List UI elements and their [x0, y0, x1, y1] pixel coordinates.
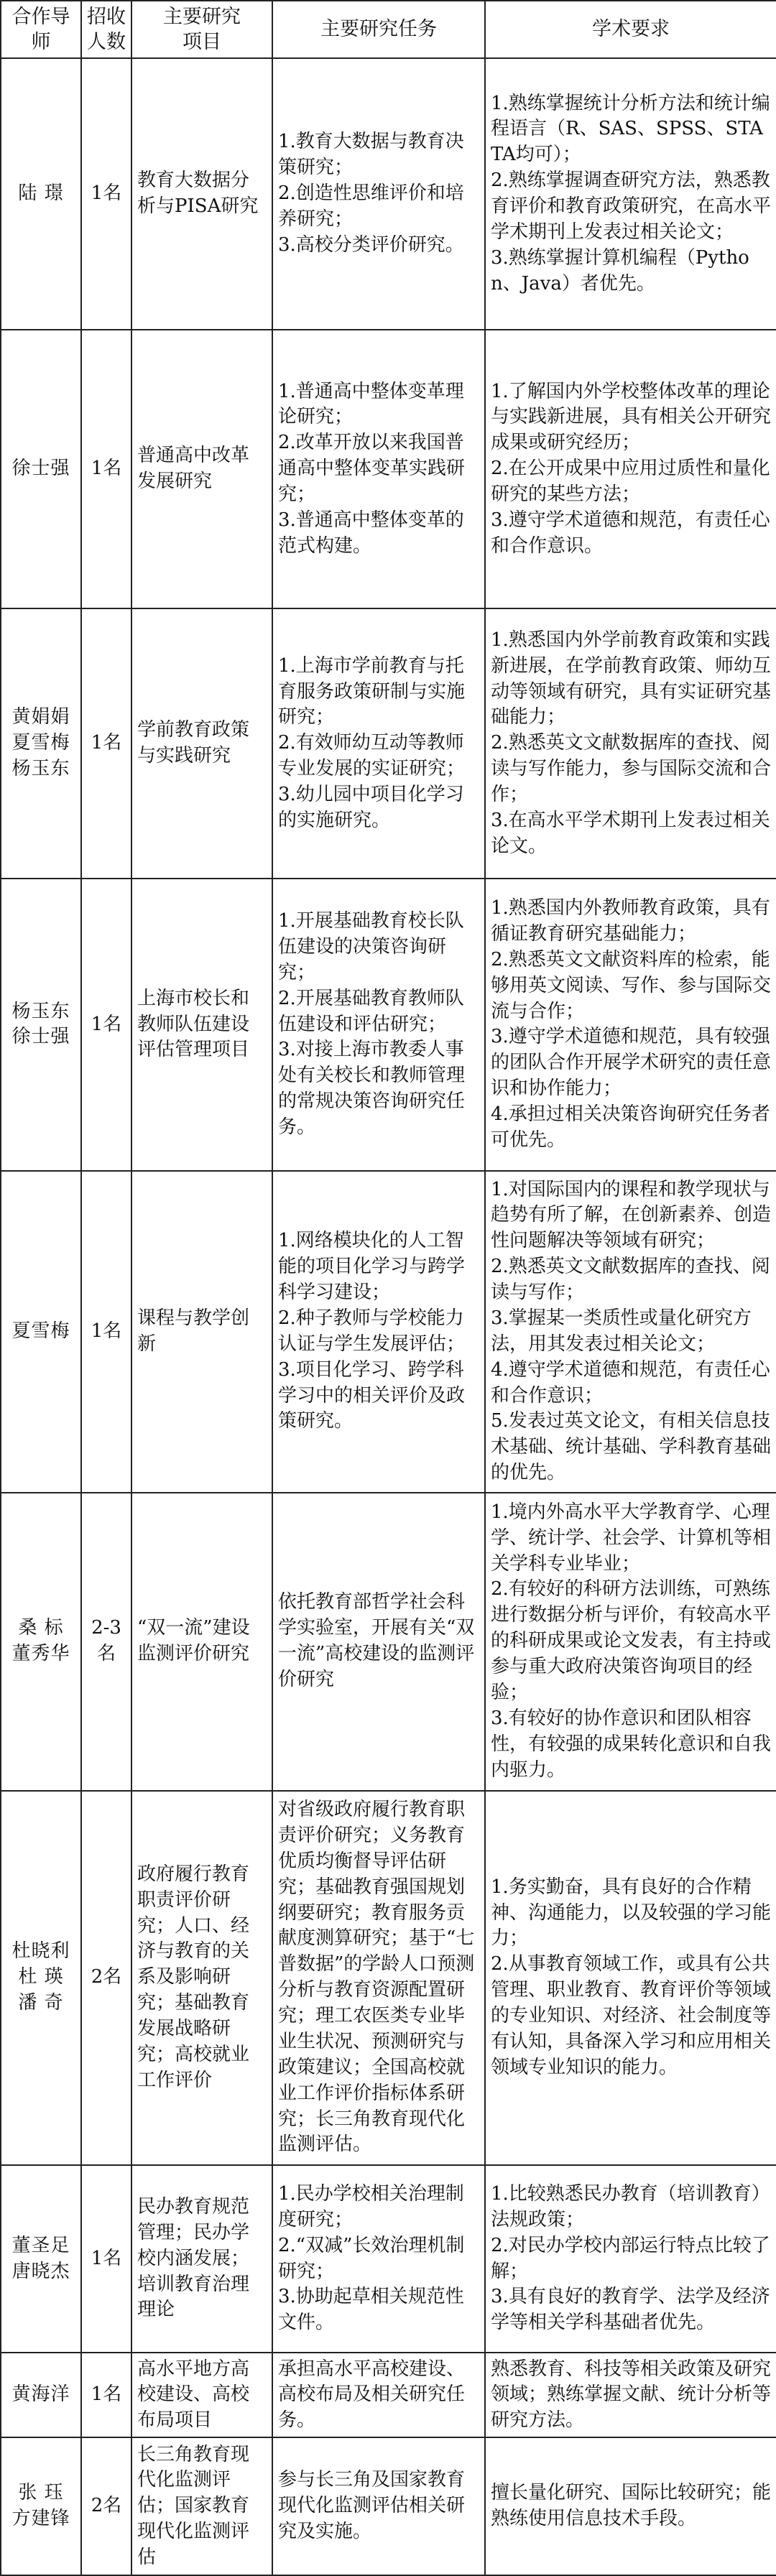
- tasks-cell: [272, 2353, 485, 2437]
- mentor-cell: [1, 879, 81, 1171]
- requirement-item: 4.遵守学术道德和规范，有责任心和合作意识；: [491, 1358, 770, 1407]
- mentor-cell: [1, 2437, 81, 2575]
- mentor-name: 黄娟娟: [11, 706, 70, 728]
- mentor-name: 杨玉东: [11, 758, 70, 780]
- task-item: 3.协助起草相关规范性文件。: [278, 2286, 464, 2334]
- tasks-cell: [272, 58, 485, 330]
- requirement-item: 熟悉教育、科技等相关政策及研究领域；熟练掌握文献、统计分析等研究方法。: [491, 2358, 772, 2432]
- table-row: [1, 1171, 776, 1493]
- requirement-item: 2.熟悉英文文献数据库的查找、阅读与写作；: [491, 1256, 770, 1304]
- mentor-cell: [1, 1791, 81, 2165]
- requirement-item: 1.对国际国内的课程和教学现状与趋势有所了解，在创新素养、创造性问题解决等领域有研究；: [491, 1178, 772, 1252]
- project-cell: 政府履行教育职责评价研究；人口、经济与教育的关系及影响研究；基础教育发展战略研究；高校就业工作评价: [131, 1791, 272, 2165]
- requirement-item: 3.遵守学术道德和规范，具有较强的团队合作开展学术研究的责任意识和协作能力；: [491, 1026, 772, 1100]
- task-item: 3.高校分类评价研究。: [278, 233, 464, 256]
- mentor-name: 徐士强: [11, 458, 70, 480]
- requirement-item: 1.熟悉国内外教师教育政策，具有循证教育研究基础能力；: [491, 897, 770, 945]
- tasks-cell: [272, 2165, 485, 2353]
- mentor-name: 董圣足: [11, 2234, 70, 2256]
- table-row: [1, 330, 776, 608]
- task-item: 2.有效师幼互动等教师专业发展的实证研究；: [278, 732, 466, 780]
- project-cell: 上海市校长和教师队伍建设评估管理项目: [131, 879, 272, 1171]
- mentor-name: 杨玉东: [11, 1000, 70, 1022]
- project-cell: 教育大数据分析与PISA研究: [131, 58, 272, 330]
- tasks-cell: [272, 330, 485, 608]
- task-item: 1.教育大数据与教育决策研究；: [278, 131, 464, 179]
- requirement-item: 1.境内外高水平大学教育学、心理学、统计学、社会学、计算机等相关学科专业毕业；: [491, 1501, 772, 1575]
- task-item: 2.种子教师与学校能力认证与学生发展评估；: [278, 1307, 466, 1355]
- table-row: [1, 2165, 776, 2353]
- project-cell: 高水平地方高校建设、高校布局项目: [131, 2353, 272, 2437]
- requirements-cell: [485, 1791, 776, 2165]
- requirement-item: 2.熟悉英文文献数据库的查找、阅读与写作能力，参与国际交流和合作；: [491, 732, 772, 805]
- tasks-cell: [272, 1791, 485, 2165]
- requirement-item: 2.对民办学校内部运行特点比较了解；: [491, 2234, 770, 2282]
- table-row: [1, 2437, 776, 2575]
- task-item: 2.开展基础教育教师队伍建设和评估研究；: [278, 987, 464, 1035]
- table-row: [1, 608, 776, 879]
- mentor-name: 夏雪梅: [11, 1320, 70, 1342]
- tasks-cell: [272, 608, 485, 879]
- quota-cell: 1名: [81, 608, 131, 879]
- mentor-name: 杜晓利: [11, 1940, 70, 1963]
- task-item: 2.改革开放以来我国普通高中整体变革实践研究；: [278, 432, 466, 506]
- header-requirements: 学术要求: [485, 1, 776, 58]
- task-item: 参与长三角及国家教育现代化监测评估相关研究及实施。: [278, 2469, 466, 2543]
- task-item: 3.普通高中整体变革的范式构建。: [278, 509, 464, 557]
- requirement-item: 擅长量化研究、国际比较研究；能熟练使用信息技术手段。: [491, 2482, 772, 2530]
- table-row: [1, 58, 776, 330]
- table-row: [1, 1791, 776, 2165]
- mentor-name: 徐士强: [11, 1026, 70, 1048]
- requirement-item: 1.了解国内外学校整体改革的理论与实践新进展，具有相关公开研究成果或研究经历；: [491, 380, 772, 454]
- requirements-cell: [485, 2437, 776, 2575]
- requirement-item: 5.发表过英文论文，有相关信息技术基础、统计基础、学科教育基础的优先。: [491, 1410, 772, 1484]
- mentor-name: 桑 标: [18, 1617, 64, 1639]
- task-item: 1.网络模块化的人工智能的项目化学习与跨学科学习建设；: [278, 1230, 466, 1304]
- requirement-item: 1.熟练掌握统计分析方法和统计编程语言（R、SAS、SPSS、STATA均可）；: [491, 92, 770, 166]
- requirement-item: 2.熟练掌握调查研究方法，熟悉教育评价和教育政策研究，在高水平学术期刊上发表过相关论文；: [491, 170, 772, 243]
- requirement-item: 3.熟练掌握计算机编程（Python、Java）者优先。: [491, 246, 749, 295]
- task-item: 1.开展基础教育校长队伍建设的决策咨询研究；: [278, 910, 464, 983]
- task-item: 3.项目化学习、跨学科学习中的相关评价及政策研究。: [278, 1358, 466, 1432]
- requirements-cell: [485, 330, 776, 608]
- tasks-cell: [272, 879, 485, 1171]
- requirement-item: 1.熟悉国内外学前教育政策和实践新进展，在学前教育政策、师幼互动等领域有研究，具有实证研究基础能力；: [491, 629, 772, 728]
- task-item: 1.上海市学前教育与托育服务政策研制与实施研究；: [278, 654, 466, 728]
- mentor-cell: [1, 2353, 81, 2437]
- project-cell: 学前教育政策与实践研究: [131, 608, 272, 879]
- header-tasks: 主要研究任务: [272, 1, 485, 58]
- quota-cell: 1名: [81, 58, 131, 330]
- requirement-item: 4.承担过相关决策咨询研究任务者可优先。: [491, 1103, 770, 1151]
- header-row: [1, 1, 776, 58]
- requirement-item: 2.在公开成果中应用过质性和量化研究的某些方法；: [491, 458, 770, 506]
- mentor-name: 潘 奇: [18, 1992, 64, 2014]
- task-item: 2.“双减”长效治理机制研究；: [278, 2234, 465, 2282]
- header-quota: 招收 人数: [81, 1, 131, 58]
- mentor-name: 董秀华: [11, 1643, 70, 1665]
- mentor-name: 张 珏: [18, 2482, 64, 2504]
- task-item: 3.对接上海市教委人事处有关校长和教师管理的常规决策咨询研究任务。: [278, 1039, 466, 1139]
- requirement-item: 1.务实勤奋，具有良好的合作精神、沟通能力，以及较强的学习能力；: [491, 1876, 772, 1950]
- requirement-item: 3.遵守学术道德和规范，有责任心和合作意识。: [491, 509, 770, 557]
- quota-cell: 1名: [81, 2353, 131, 2437]
- tasks-cell: [272, 2437, 485, 2575]
- tasks-cell: [272, 1493, 485, 1791]
- table-row: [1, 879, 776, 1171]
- requirements-cell: [485, 1493, 776, 1791]
- requirement-item: 3.在高水平学术期刊上发表过相关论文。: [491, 809, 770, 857]
- quota-cell: 1名: [81, 879, 131, 1171]
- requirements-cell: [485, 58, 776, 330]
- header-mentor: 合作导 师: [1, 1, 81, 58]
- requirement-item: 2.熟悉英文文献资料库的检索，能够用英文阅读、写作、参与国际交流与合作；: [491, 948, 772, 1022]
- requirement-item: 2.有较好的科研方法训练，可熟练进行数据分析与评价，有较高水平的科研成果或论文发表，有主持或参与重大政府决策咨询项目的经验；: [491, 1578, 772, 1703]
- requirement-item: 1.比较熟悉民办教育（培训教育）法规政策；: [491, 2182, 770, 2230]
- requirement-item: 3.有较好的协作意识和团队相容性，有较强的成果转化意识和自我内驱力。: [491, 1707, 772, 1781]
- mentor-cell: [1, 58, 81, 330]
- task-item: 承担高水平高校建设、高校布局及相关研究任务。: [278, 2358, 466, 2432]
- task-item: 2.创造性思维评价和培养研究；: [278, 182, 464, 230]
- requirements-cell: [485, 2353, 776, 2437]
- mentor-name: 夏雪梅: [11, 732, 70, 754]
- mentor-cell: [1, 2165, 81, 2353]
- task-item: 依托教育部哲学社会科学实验室，开展有关“双一流”高校建设的监测评价研究: [278, 1591, 475, 1691]
- tasks-cell: [272, 1171, 485, 1493]
- table-row: [1, 2353, 776, 2437]
- requirement-item: 2.从事教育领域工作，或具有公共管理、职业教育、教育评价等领域的专业知识、对经济、社会制度等有认知，具备深入学习和应用相关领域专业知识的能力。: [491, 1953, 772, 2078]
- task-item: 1.民办学校相关治理制度研究；: [278, 2182, 464, 2230]
- task-item: 对省级政府履行教育职责评价研究；义务教育优质均衡督导评估研究；基础教育强国规划纲要研究；教育服务贡献度测算研究；基于“七普数据”的学龄人口预测分析与教育资源配置研究；理工农医类专业毕业生状况、预测研究与政策建议；全国高校就业工作评价指标体系研究；长三角教育现代化监测评估。: [278, 1799, 475, 2156]
- quota-cell: 1名: [81, 330, 131, 608]
- quota-cell: 2名: [81, 1791, 131, 2165]
- mentor-cell: [1, 1171, 81, 1493]
- requirements-cell: [485, 2165, 776, 2353]
- project-cell: “双一流”建设监测评价研究: [131, 1493, 272, 1791]
- table-row: [1, 1493, 776, 1791]
- task-item: 3.幼儿园中项目化学习的实施研究。: [278, 784, 464, 831]
- quota-cell: 2-3名: [81, 1493, 131, 1791]
- mentor-cell: [1, 1493, 81, 1791]
- quota-cell: 2名: [81, 2437, 131, 2575]
- project-cell: 普通高中改革发展研究: [131, 330, 272, 608]
- requirement-item: 3.掌握某一类质性或量化研究方法，用其发表过相关论文；: [491, 1307, 752, 1355]
- mentor-cell: [1, 330, 81, 608]
- mentor-name: 方建锋: [11, 2508, 70, 2530]
- project-cell: 课程与教学创新: [131, 1171, 272, 1493]
- requirements-cell: [485, 608, 776, 879]
- header-project: 主要研究 项目: [131, 1, 272, 58]
- mentor-name: 唐晓杰: [11, 2260, 70, 2282]
- requirements-cell: [485, 879, 776, 1171]
- task-item: 1.普通高中整体变革理论研究；: [278, 380, 464, 428]
- mentor-name: 黄海洋: [11, 2383, 70, 2406]
- mentor-name: 陆 璟: [18, 182, 64, 205]
- project-cell: 长三角教育现代化监测评估；国家教育现代化监测评估: [131, 2437, 272, 2575]
- mentor-name: 杜 瑛: [18, 1966, 64, 1988]
- quota-cell: 1名: [81, 2165, 131, 2353]
- quota-cell: 1名: [81, 1171, 131, 1493]
- table-body: [1, 58, 776, 2575]
- project-cell: 民办教育规范管理；民办学校内涵发展；培训教育治理理论: [131, 2165, 272, 2353]
- requirement-item: 3.具有良好的教育学、法学及经济学等相关学科基础者优先。: [491, 2286, 770, 2334]
- mentor-cell: [1, 608, 81, 879]
- requirements-cell: [485, 1171, 776, 1493]
